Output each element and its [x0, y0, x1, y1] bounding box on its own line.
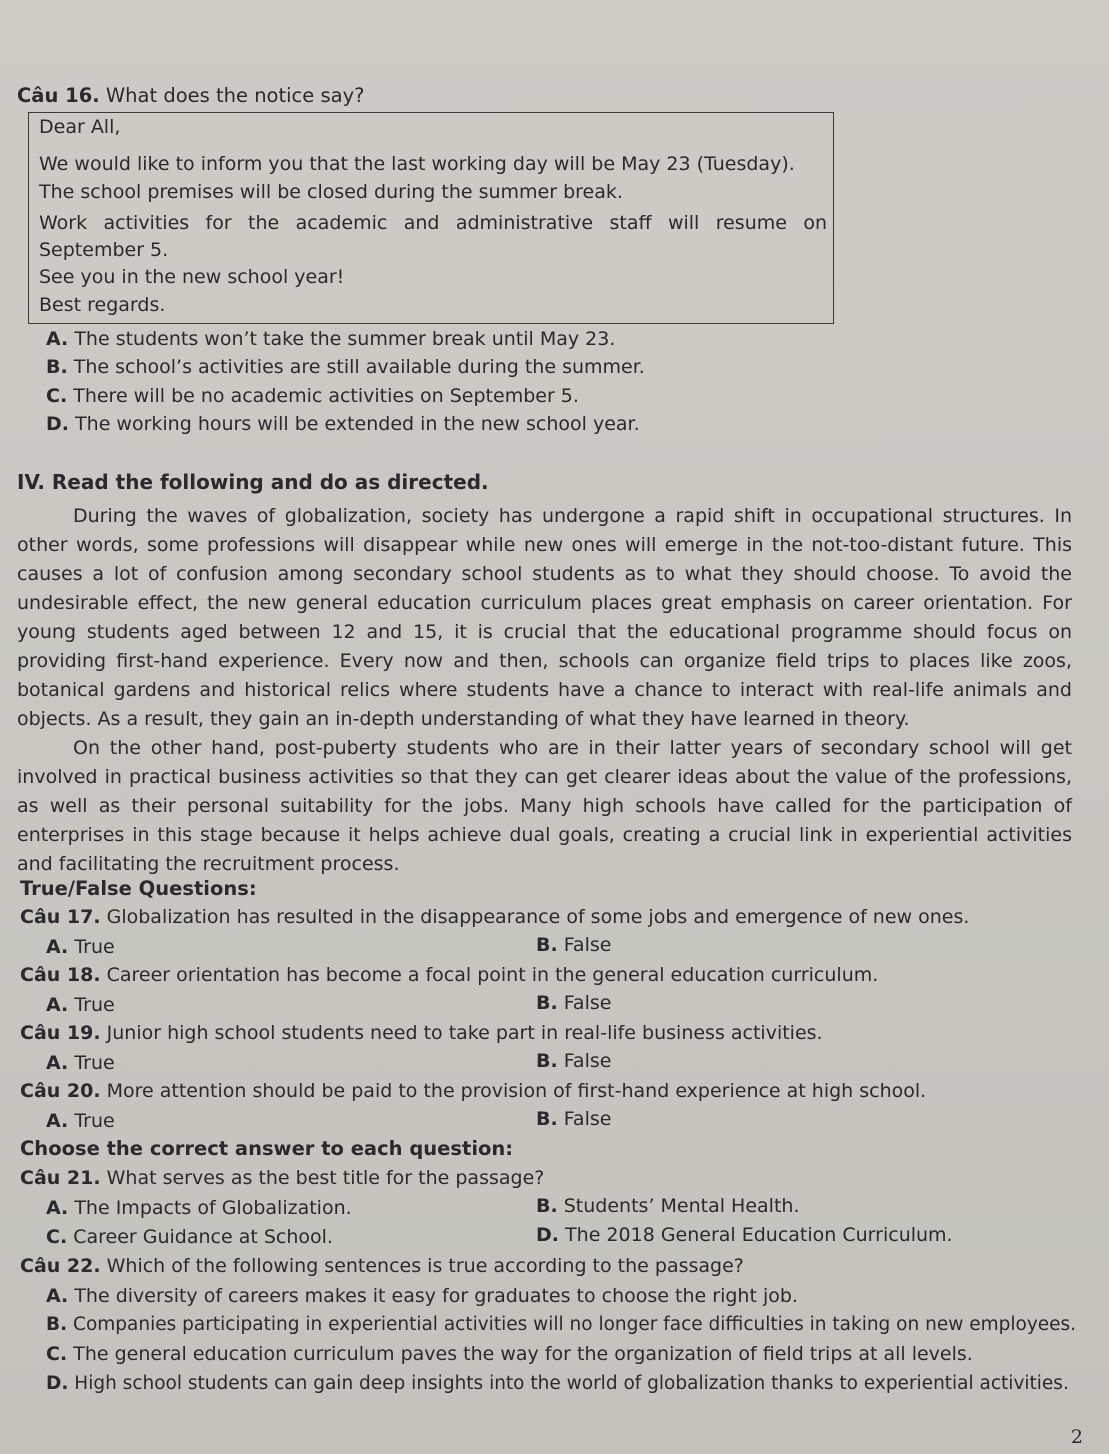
option-letter: B. [536, 992, 558, 1014]
q16-option-c[interactable] [46, 385, 579, 407]
option-text: The students won’t take the summer break until May 23. [74, 328, 616, 350]
notice-line-3: Work activities for the academic and administrative staff will resume on September 5. [39, 212, 827, 261]
option-letter: A. [46, 994, 69, 1016]
q22-option-b[interactable] [46, 1314, 1076, 1335]
question-number: Câu 22. [20, 1255, 101, 1277]
option-letter: A. [46, 1285, 69, 1307]
q21-option-d[interactable] [536, 1224, 953, 1246]
section-heading: IV. Read the following and do as directed. [17, 470, 489, 494]
option-letter: B. [536, 1050, 558, 1072]
option-text: True [74, 936, 115, 958]
q16-option-a[interactable] [46, 328, 615, 350]
option-letter: B. [46, 356, 68, 378]
notice-line-2: The school premises will be closed during the summer break. [39, 181, 623, 203]
q20-option-a[interactable] [46, 1110, 115, 1132]
option-letter: B. [536, 1195, 558, 1217]
option-text: False [563, 1108, 612, 1130]
question-22 [20, 1255, 744, 1277]
question-number: Câu 16. [17, 84, 100, 107]
notice-box [28, 112, 834, 324]
option-text: The general education curriculum paves the way for the organization of field trips at all levels. [73, 1343, 973, 1365]
option-text: False [563, 992, 612, 1014]
reading-passage [17, 502, 1072, 879]
option-text: The 2018 General Education Curriculum. [565, 1224, 953, 1246]
option-letter: C. [46, 1343, 68, 1365]
q22-option-c[interactable] [46, 1343, 973, 1365]
notice-line-4: See you in the new school year! [39, 266, 345, 288]
notice-line-1: We would like to inform you that the last working day will be May 23 (Tuesday). [39, 153, 795, 175]
option-text: True [74, 1052, 115, 1074]
question-text: Junior high school students need to take part in real-life business activities. [106, 1022, 823, 1044]
question-number: Câu 19. [20, 1022, 101, 1044]
mc-header: Choose the correct answer to each question: [20, 1137, 514, 1160]
question-number: Câu 21. [20, 1167, 101, 1189]
option-letter: A. [46, 1197, 69, 1219]
option-text: The working hours will be extended in the new school year. [75, 413, 640, 435]
q17-option-a[interactable] [46, 936, 115, 958]
passage-paragraph-2: On the other hand, post-puberty students who are in their latter years of secondary school will get involved in practical business activities so that they can get clearer ideas about the value of the professions, as well as their personal suitability for the jobs. Many high schools have called for the participation of enterprises in this stage because it helps achieve dual goals, creating a crucial link in experiential activities and facilitating the recruitment process. [17, 737, 1072, 875]
option-text: False [563, 934, 612, 956]
question-16 [17, 84, 364, 107]
question-19 [20, 1022, 823, 1044]
question-text: Globalization has resulted in the disappearance of some jobs and emergence of new ones. [106, 906, 970, 928]
q20-option-b[interactable] [536, 1108, 611, 1130]
question-17 [20, 906, 969, 928]
q22-option-d[interactable] [46, 1373, 1069, 1394]
question-text: More attention should be paid to the provision of first-hand experience at high school. [106, 1080, 927, 1102]
option-letter: C. [46, 1226, 68, 1248]
option-text: Career Guidance at School. [73, 1226, 333, 1248]
question-text: Career orientation has become a focal point in the general education curriculum. [106, 964, 879, 986]
question-number: Câu 17. [20, 906, 101, 928]
notice-signoff: Best regards. [39, 294, 166, 316]
question-text: What does the notice say? [105, 84, 365, 107]
q21-option-b[interactable] [536, 1195, 800, 1217]
option-text: Students’ Mental Health. [563, 1195, 800, 1217]
question-20 [20, 1080, 926, 1102]
option-text: Companies participating in experiential activities will no longer face difficulties in taking on new employees. [73, 1314, 1077, 1335]
page-number: 2 [1070, 1426, 1083, 1448]
question-number: Câu 20. [20, 1080, 101, 1102]
option-letter: A. [46, 328, 69, 350]
q17-option-b[interactable] [536, 934, 611, 956]
option-text: High school students can gain deep insights into the world of globalization thanks to experiential activities. [74, 1373, 1069, 1394]
q16-option-b[interactable] [46, 356, 645, 378]
q19-option-a[interactable] [46, 1052, 115, 1074]
option-letter: D. [536, 1224, 559, 1246]
question-text: Which of the following sentences is true according to the passage? [106, 1255, 744, 1277]
q21-option-a[interactable] [46, 1197, 352, 1219]
notice-greeting: Dear All, [39, 116, 121, 138]
option-letter: B. [46, 1314, 68, 1335]
option-text: There will be no academic activities on September 5. [73, 385, 579, 407]
option-text: The school’s activities are still available during the summer. [73, 356, 645, 378]
q21-option-c[interactable] [46, 1226, 333, 1248]
question-18 [20, 964, 878, 986]
question-21 [20, 1167, 544, 1189]
q16-option-d[interactable] [46, 413, 640, 435]
option-text: True [74, 1110, 115, 1132]
option-letter: A. [46, 1052, 69, 1074]
passage-paragraph-1: During the waves of globalization, society has undergone a rapid shift in occupational structures. In other words, some professions will disappear while new ones will emerge in the not-too-distant future. This causes a lot of confusion among secondary school students as to what they should choose. To avoid the undesirable effect, the new general education curriculum places great emphasis on career orientation. For young students aged between 12 and 15, it is crucial that the educational programme should focus on providing first-hand experience. Every now and then, schools can organize field trips to places like zoos, botanical gardens and historical relics where students have a chance to interact with real-life animals and objects. As a result, they gain an in-depth understanding of what they have learned in theory. [17, 505, 1072, 730]
option-letter: A. [46, 1110, 69, 1132]
option-letter: D. [46, 1373, 69, 1394]
option-letter: C. [46, 385, 68, 407]
option-letter: B. [536, 934, 558, 956]
q18-option-b[interactable] [536, 992, 611, 1014]
tf-header: True/False Questions: [20, 877, 257, 900]
option-text: False [563, 1050, 612, 1072]
option-text: True [74, 994, 115, 1016]
option-letter: B. [536, 1108, 558, 1130]
q18-option-a[interactable] [46, 994, 115, 1016]
q19-option-b[interactable] [536, 1050, 611, 1072]
q22-option-a[interactable] [46, 1285, 798, 1307]
question-text: What serves as the best title for the passage? [106, 1167, 545, 1189]
option-text: The diversity of careers makes it easy for graduates to choose the right job. [74, 1285, 798, 1307]
option-letter: A. [46, 936, 69, 958]
question-number: Câu 18. [20, 964, 101, 986]
option-text: The Impacts of Globalization. [74, 1197, 352, 1219]
option-letter: D. [46, 413, 69, 435]
